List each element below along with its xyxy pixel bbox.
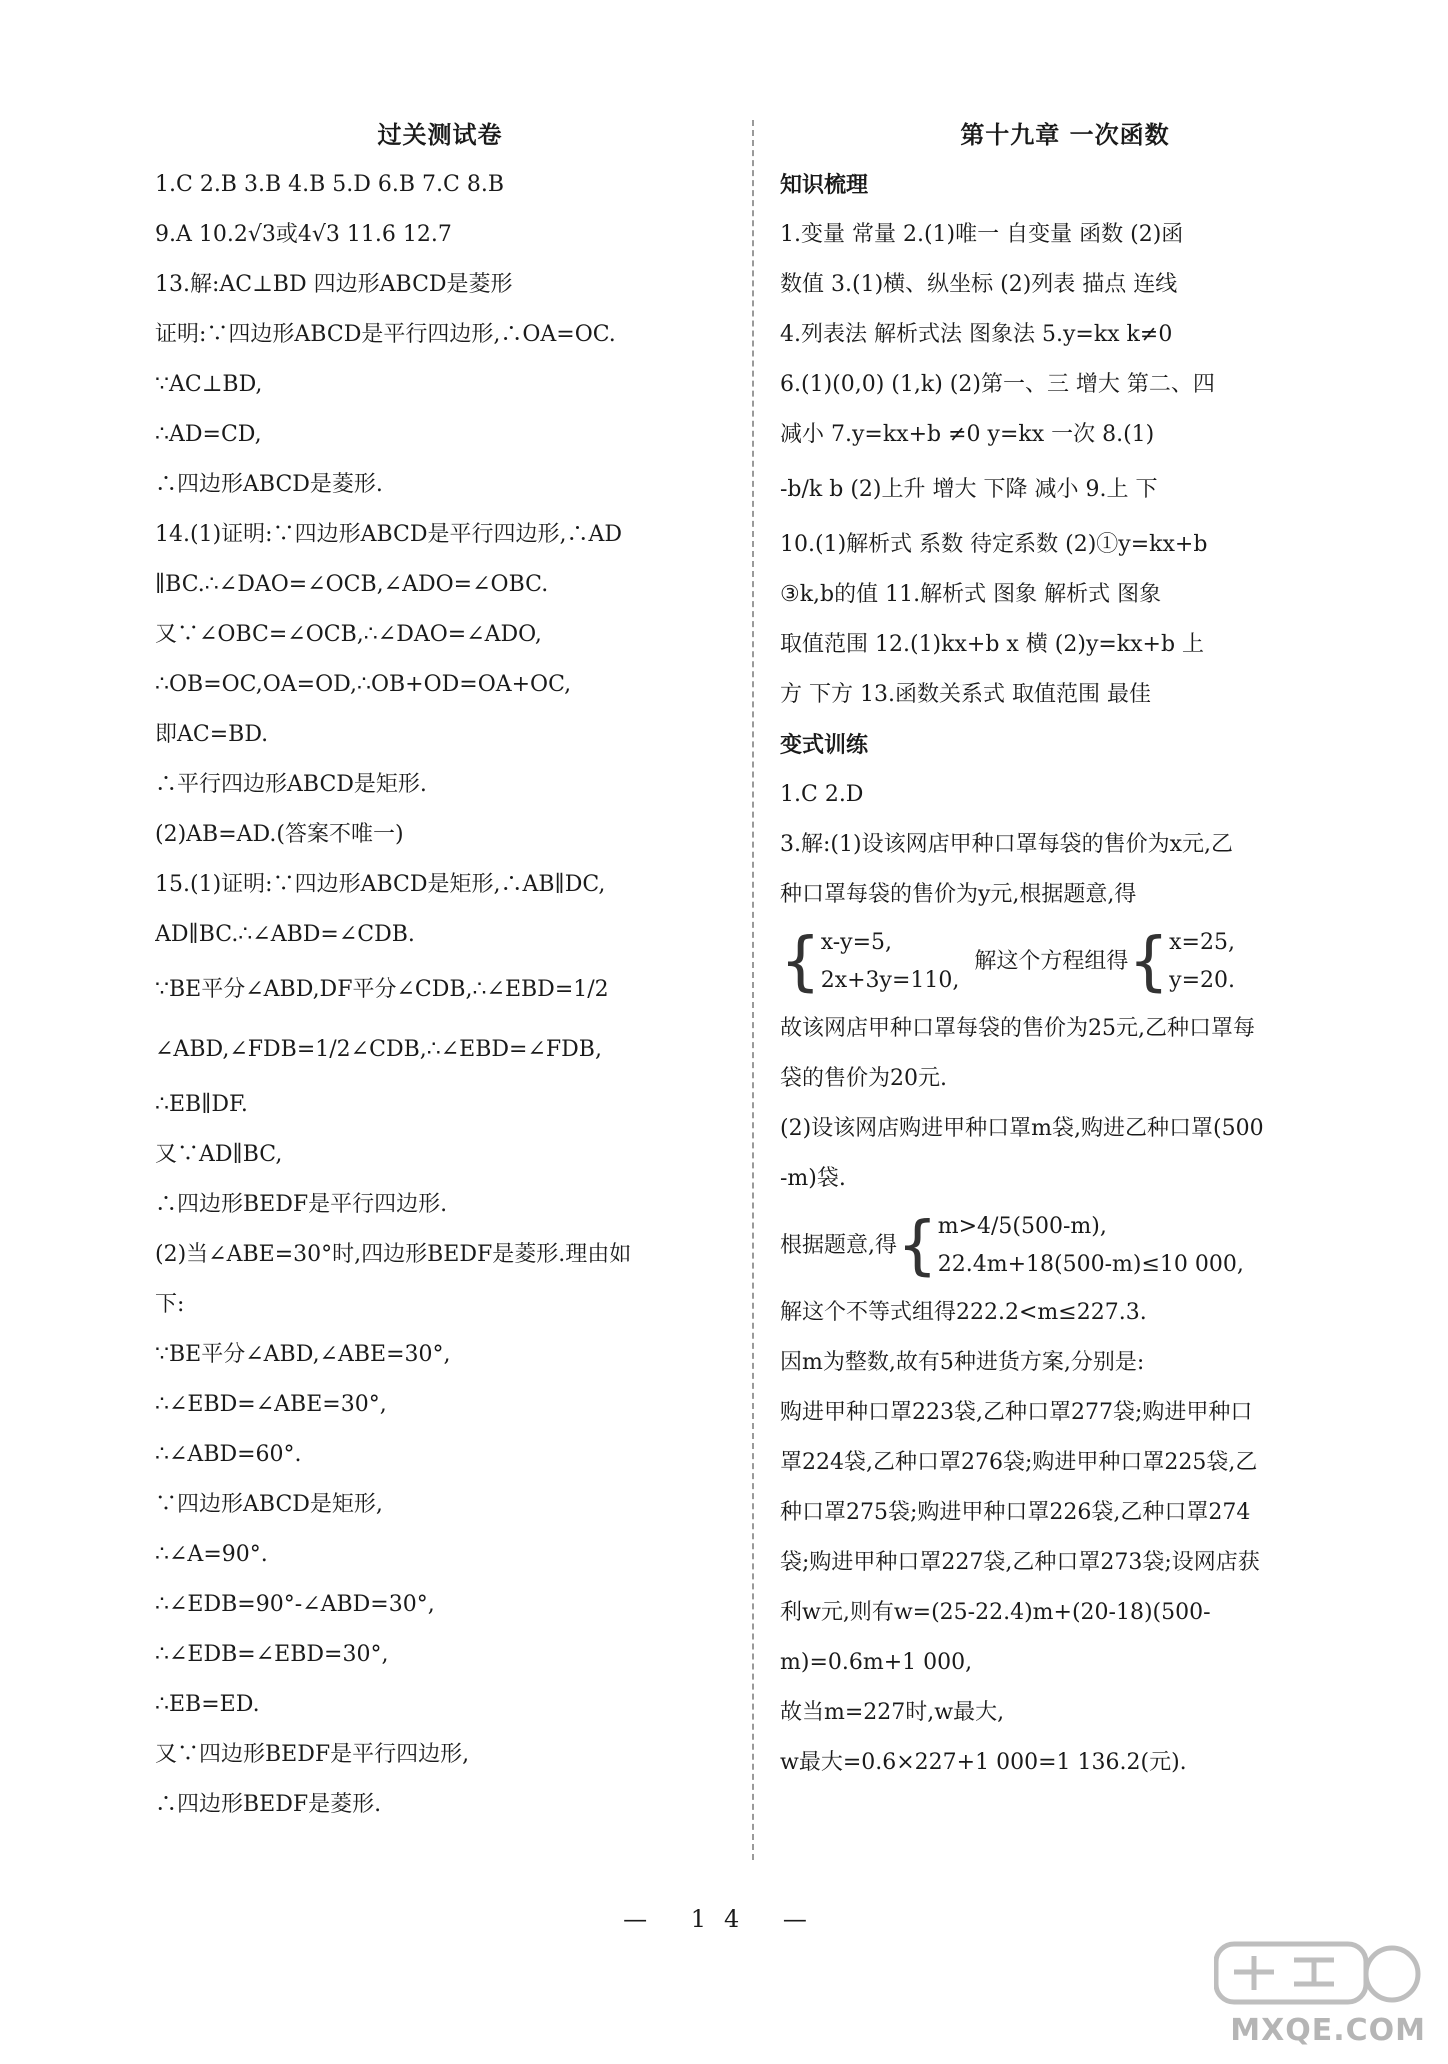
text-line: 方 下方 13.函数关系式 取值范围 最佳 (780, 682, 1151, 707)
text-line: 购进甲种口罩223袋,乙种口罩277袋;购进甲种口 (780, 1400, 1253, 1425)
text-line: 种口罩每袋的售价为y元,根据题意,得 (780, 882, 1137, 907)
text-line: 14.(1)证明:∵四边形ABCD是平行四边形,∴AD (155, 522, 623, 547)
text-line: 即AC=BD. (155, 722, 269, 747)
text-line: 证明:∵四边形ABCD是平行四边形,∴OA=OC. (155, 322, 616, 347)
text-line: ∴∠EDB=90°-∠ABD=30°, (155, 1592, 435, 1617)
text-line: ∵BE平分∠ABD,DF平分∠CDB,∴∠EBD=1/2 (155, 977, 609, 1002)
text-line: ∵四边形ABCD是矩形, (155, 1492, 383, 1517)
text-line: 3.解:(1)设该网店甲种口罩每袋的售价为x元,乙 (780, 832, 1233, 857)
text-line: ∴四边形BEDF是菱形. (155, 1792, 382, 1817)
text-line: 罩224袋,乙种口罩276袋;购进甲种口罩225袋,乙 (780, 1450, 1258, 1475)
system2-lead: 根据题意,得 (780, 1233, 897, 1258)
text-line: ∴OB=OC,OA=OD,∴OB+OD=OA+OC, (155, 672, 572, 697)
text-line: 种口罩275袋;购进甲种口罩226袋,乙种口罩274 (780, 1500, 1251, 1525)
text-line: 因m为整数,故有5种进货方案,分别是: (780, 1350, 1145, 1375)
system1-sol2: y=20. (1169, 968, 1235, 993)
watermark-text: MXQE.COM (1230, 2013, 1426, 2048)
site-watermark (1204, 1934, 1434, 2054)
inequality-system (780, 1204, 1350, 1288)
text-line: ∴四边形BEDF是平行四边形. (155, 1192, 448, 1217)
text-line: ∵AC⊥BD, (155, 372, 263, 397)
left-brace: { (780, 925, 821, 999)
text-line: 取值范围 12.(1)kx+b x 横 (2)y=kx+b 上 (780, 632, 1205, 657)
text-line: 13.解:AC⊥BD 四边形ABCD是菱形 (155, 272, 513, 297)
text-line: (2)当∠ABE=30°时,四边形BEDF是菱形.理由如 (155, 1242, 632, 1267)
section-heading-knowledge: 知识梳理 (780, 172, 869, 198)
text-line: 又∵∠OBC=∠OCB,∴∠DAO=∠ADO, (155, 622, 542, 647)
text-line: ∴AD=CD, (155, 422, 262, 447)
system1-eq2: 2x+3y=110, (820, 968, 960, 993)
text-line: ∴∠EBD=∠ABE=30°, (155, 1392, 387, 1417)
text-line: 故当m=227时,w最大, (780, 1700, 1005, 1725)
text-line: 1.C 2.B 3.B 4.B 5.D 6.B 7.C 8.B (155, 172, 505, 197)
text-line: ∴EB=ED. (155, 1692, 260, 1717)
text-line: 4.列表法 解析式法 图象法 5.y=kx k≠0 (780, 322, 1173, 347)
text-line: ∴∠EDB=∠EBD=30°, (155, 1642, 389, 1667)
text-line: w最大=0.6×227+1 000=1 136.2(元). (780, 1750, 1187, 1775)
text-line: ∵BE平分∠ABD,∠ABE=30°, (155, 1342, 451, 1367)
text-line: ③k,b的值 11.解析式 图象 解析式 图象 (780, 582, 1162, 607)
left-brace: { (897, 1209, 938, 1283)
left-column (155, 110, 725, 1830)
system2-eq1: m>4/5(500-m), (937, 1214, 1107, 1239)
text-line: 减小 7.y=kx+b ≠0 y=kx 一次 8.(1) (780, 422, 1155, 447)
text-line: ∴EB∥DF. (155, 1092, 248, 1117)
text-line: 1.C 2.D (780, 782, 864, 807)
text-line: (2)AB=AD.(答案不唯一) (155, 822, 404, 847)
text-line: ∴∠A=90°. (155, 1542, 268, 1567)
section-heading-practice: 变式训练 (780, 732, 869, 758)
system1-sol1: x=25, (1169, 930, 1235, 955)
text-line: ∴∠ABD=60°. (155, 1442, 302, 1467)
right-column (780, 110, 1350, 1788)
text-line: 袋;购进甲种口罩227袋,乙种口罩273袋;设网店获 (780, 1550, 1260, 1575)
page-number: — 14 — (623, 1905, 825, 1933)
system1-mid-text: 解这个方程组得 (974, 949, 1129, 974)
text-line: 故该网店甲种口罩每袋的售价为25元,乙种口罩每 (780, 1016, 1255, 1041)
left-brace: { (1128, 925, 1170, 999)
text-line: 10.(1)解析式 系数 待定系数 (2)①y=kx+b (780, 532, 1208, 557)
text-line: ∥BC.∴∠DAO=∠OCB,∠ADO=∠OBC. (155, 572, 549, 597)
text-line: 15.(1)证明:∵四边形ABCD是矩形,∴AB∥DC, (155, 872, 606, 897)
watermark-logo-icon (1214, 1938, 1424, 2008)
right-title: 第十九章 一次函数 (960, 120, 1170, 149)
text-line: 又∵四边形BEDF是平行四边形, (155, 1742, 470, 1767)
text-line: 利w元,则有w=(25-22.4)m+(20-18)(500- (780, 1600, 1211, 1625)
text-line: 解这个不等式组得222.2<m≤227.3. (780, 1300, 1147, 1325)
system2-eq2: 22.4m+18(500-m)≤10 000, (937, 1252, 1244, 1277)
column-divider (752, 120, 754, 1860)
text-line: AD∥BC.∴∠ABD=∠CDB. (155, 922, 415, 947)
system1-eq1: x-y=5, (820, 930, 893, 955)
text-line: 数值 3.(1)横、纵坐标 (2)列表 描点 连线 (780, 272, 1178, 297)
text-line: -m)袋. (780, 1166, 846, 1191)
equation-system-1 (780, 920, 1350, 1004)
left-title: 过关测试卷 (377, 120, 503, 149)
text-line: 下: (155, 1292, 185, 1317)
text-line: -b/k b (2)上升 增大 下降 减小 9.上 下 (780, 477, 1158, 502)
text-line: 又∵AD∥BC, (155, 1142, 283, 1167)
text-line: (2)设该网店购进甲种口罩m袋,购进乙种口罩(500 (780, 1116, 1264, 1141)
text-line: ∴四边形ABCD是菱形. (155, 472, 383, 497)
text-line: ∴平行四边形ABCD是矩形. (155, 772, 427, 797)
text-line: ∠ABD,∠FDB=1/2∠CDB,∴∠EBD=∠FDB, (155, 1037, 602, 1062)
text-line: 袋的售价为20元. (780, 1066, 947, 1091)
text-line: m)=0.6m+1 000, (780, 1650, 973, 1675)
text-line: 6.(1)(0,0) (1,k) (2)第一、三 增大 第二、四 (780, 372, 1215, 397)
text-line: 1.变量 常量 2.(1)唯一 自变量 函数 (2)函 (780, 222, 1184, 247)
text-line: 9.A 10.2√3或4√3 11.6 12.7 (155, 222, 452, 247)
